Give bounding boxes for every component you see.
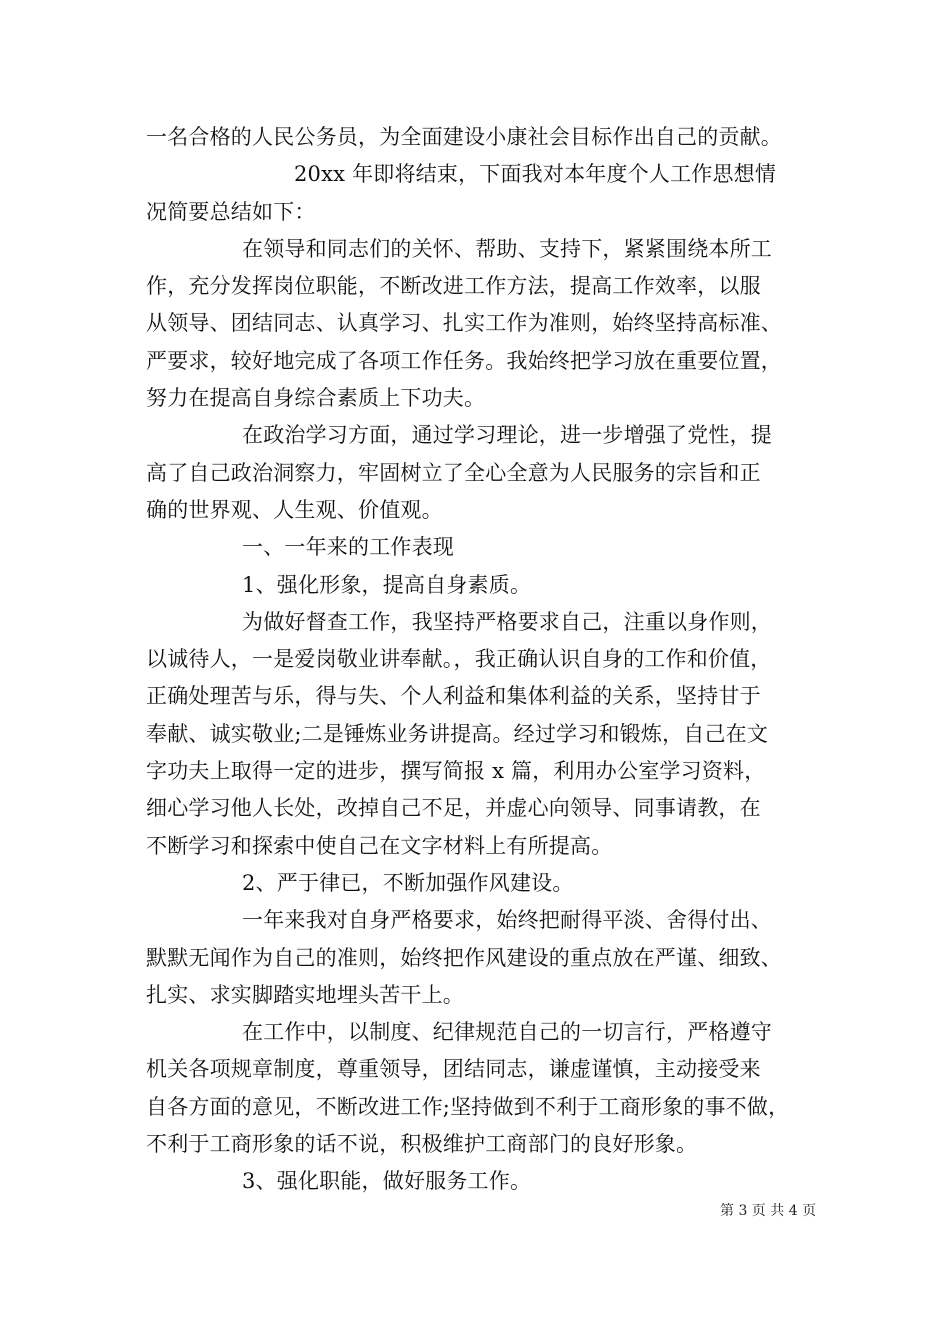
text-line: 况简要总结如下： — [146, 199, 316, 224]
text-line: 20xx 年即将结束，下面我对本年度个人工作思想情 — [294, 162, 777, 187]
text-line: 正确处理苦与乐，得与失、个人利益和集体利益的关系，坚持甘于 — [146, 684, 761, 709]
text-line: 努力在提高自身综合素质上下功夫。 — [146, 386, 486, 411]
text-line: 以诚待人，一是爱岗敬业讲奉献。，我正确认识自身的工作和价值， — [146, 647, 772, 672]
subsection-heading: 2、严于律已，不断加强作风建设。 — [242, 870, 574, 895]
text-line: 字功夫上取得一定的进步，撰写简报 x 篇，利用办公室学习资料， — [146, 759, 766, 784]
text-line: 机关各项规章制度，尊重领导，团结同志，谦虚谨慎，主动接受来 — [146, 1057, 761, 1082]
subsection-heading: 3、强化职能，做好服务工作。 — [242, 1169, 532, 1194]
subsection-heading: 1、强化形象，提高自身素质。 — [242, 572, 532, 597]
document-body — [146, 119, 806, 1201]
text-line: 细心学习他人长处，改掉自己不足，并虚心向领导、同事请教，在 — [146, 796, 761, 821]
text-line: 高了自己政治洞察力，牢固树立了全心全意为人民服务的宗旨和正 — [146, 460, 761, 485]
text-line: 一年来我对自身严格要求，始终把耐得平淡、舍得付出、 — [242, 908, 772, 933]
text-line: 作，充分发挥岗位职能，不断改进工作方法，提高工作效率，以服 — [146, 274, 761, 299]
text-line: 自各方面的意见，不断改进工作;坚持做到不利于工商形象的事不做， — [146, 1094, 790, 1119]
text-line: 不利于工商形象的话不说，积极维护工商部门的良好形象。 — [146, 1132, 698, 1157]
page-number: 第 3 页 共 4 页 — [720, 1203, 817, 1219]
text-line: 扎实、求实脚踏实地埋头苦干上。 — [146, 982, 464, 1007]
text-line: 不断学习和探索中使自己在文字材料上有所提高。 — [146, 833, 613, 858]
text-line: 奉献、诚实敬业;二是锤炼业务讲提高。经过学习和锻炼，自己在文 — [146, 721, 769, 746]
text-line: 从领导、团结同志、认真学习、扎实工作为准则，始终坚持高标准、 — [146, 311, 782, 336]
text-line: 一名合格的人民公务员，为全面建设小康社会目标作出自己的贡献。 — [146, 125, 782, 149]
text-line: 为做好督查工作，我坚持严格要求自己，注重以身作则， — [242, 609, 772, 634]
text-line: 确的世界观、人生观、价值观。 — [146, 497, 443, 522]
section-heading: 一、一年来的工作表现 — [242, 535, 454, 560]
text-line: 在领导和同志们的关怀、帮助、支持下，紧紧围绕本所工 — [242, 236, 772, 261]
text-line: 在政治学习方面，通过学习理论，进一步增强了党性，提 — [242, 423, 772, 448]
text-line: 默默无闻作为自己的准则，始终把作风建设的重点放在严谨、细致、 — [146, 945, 782, 970]
text-line: 在工作中，以制度、纪律规范自己的一切言行，严格遵守 — [242, 1020, 772, 1045]
text-line: 严要求，较好地完成了各项工作任务。我始终把学习放在重要位置， — [146, 348, 782, 373]
